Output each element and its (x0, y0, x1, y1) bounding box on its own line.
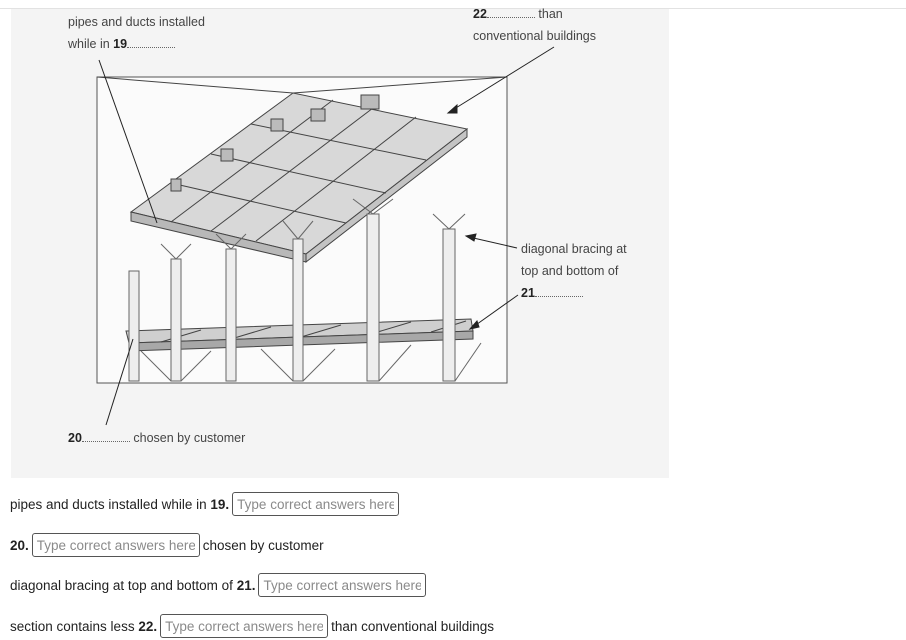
question-22-number: 22. (138, 618, 158, 634)
label-21-number: 21 (521, 286, 535, 300)
label-19-line2 (68, 33, 175, 55)
label-19-prefix: while in (68, 37, 110, 51)
label-22-number: 22 (473, 7, 487, 21)
label-22-suffix: than (538, 7, 563, 21)
question-20-number: 20. (10, 537, 29, 553)
label-20-dots (82, 431, 130, 442)
label-22-line1 (473, 3, 563, 25)
label-20-line (68, 427, 245, 449)
question-21-row (10, 571, 429, 599)
label-22-dots (487, 7, 535, 18)
question-21-number: 21. (236, 577, 256, 593)
question-21-prefix: diagonal bracing at top and bottom of (10, 577, 233, 593)
question-19-number: 19. (210, 496, 230, 512)
question-22-suffix: than conventional buildings (331, 618, 494, 634)
question-19-row (10, 490, 402, 518)
diagram-figure (11, 9, 669, 478)
answer-input-20[interactable] (32, 533, 200, 557)
question-22-row (10, 612, 494, 640)
answer-input-22[interactable] (160, 614, 328, 638)
label-19-dots (127, 37, 175, 48)
label-21-line3 (521, 282, 583, 304)
question-20-row (10, 531, 324, 559)
label-19-number: 19 (113, 37, 128, 51)
label-20-number: 20 (68, 431, 82, 445)
question-19-prefix: pipes and ducts installed while in (10, 496, 207, 512)
question-22-prefix: section contains less (10, 618, 135, 634)
label-21-line2: top and bottom of (521, 264, 619, 278)
answer-input-21[interactable] (258, 573, 426, 597)
answer-input-19[interactable] (232, 492, 399, 516)
label-22-line2: conventional buildings (473, 29, 597, 43)
label-20-suffix: chosen by customer (133, 431, 246, 445)
label-21-dots (535, 286, 583, 297)
label-19-line1: pipes and ducts installed (68, 15, 205, 29)
question-20-suffix: chosen by customer (202, 537, 324, 553)
label-21-line1: diagonal bracing at (521, 242, 627, 256)
